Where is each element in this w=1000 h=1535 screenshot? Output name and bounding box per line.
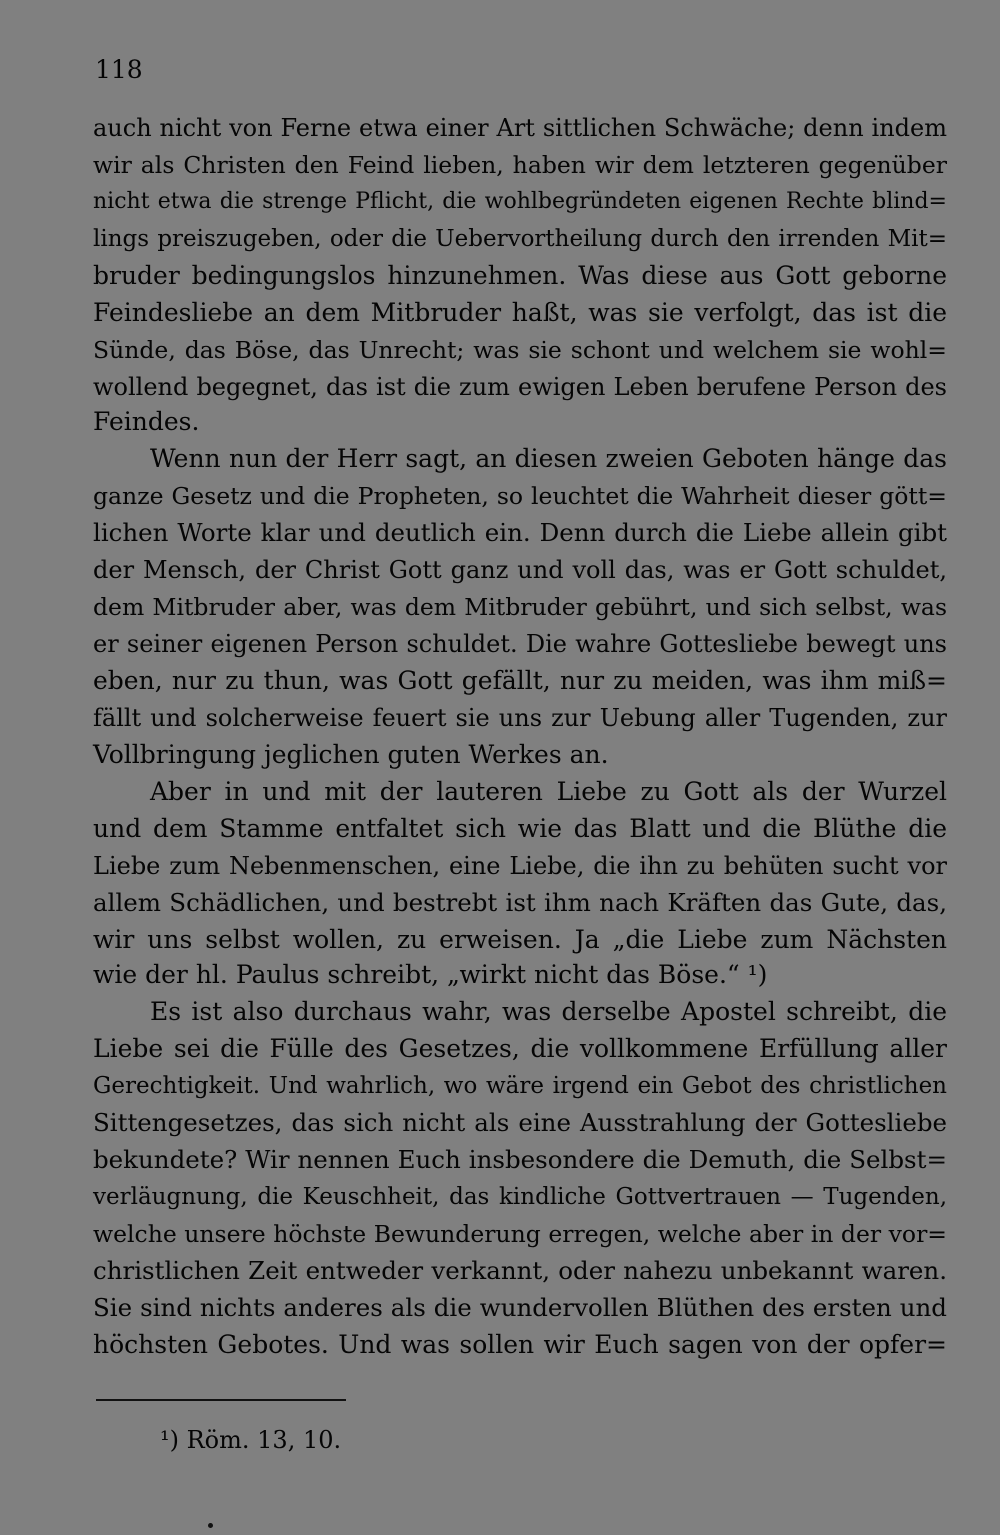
text-line: Sittengesetzes, das sich nicht als eine Ausstrahlung der Gottesliebe — [93, 1108, 947, 1137]
paragraph-first-line: Es ist also durchaus wahr, was derselbe Apostel schreibt, die — [150, 997, 947, 1026]
text-line: Sünde, das Böse, das Unrecht; was sie schont und welchem sie wohl= — [93, 336, 947, 364]
footnote: ¹) Röm. 13, 10. — [160, 1426, 342, 1454]
text-line: allem Schädlichen, und bestrebt ist ihm nach Kräften das Gute, das, — [93, 888, 947, 917]
text-line: lichen Worte klar und deutlich ein. Denn durch die Liebe allein gibt — [93, 518, 947, 547]
page-number: 118 — [95, 55, 143, 84]
text-line: dem Mitbruder aber, was dem Mitbruder gebührt, und sich selbst, was — [93, 593, 947, 621]
paragraph-first-line: Wenn nun der Herr sagt, an diesen zweien Geboten hänge das — [150, 444, 947, 473]
text-line: wie der hl. Paulus schreibt, „wirkt nicht das Böse.“ ¹) — [93, 960, 768, 989]
text-line: Gerechtigkeit. Und wahrlich, wo wäre irgend ein Gebot des christlichen — [93, 1073, 947, 1099]
text-line: wir uns selbst wollen, zu erweisen. Ja „die Liebe zum Nächsten — [93, 925, 947, 954]
text-line: wollend begegnet, das ist die zum ewigen Leben berufene Person des — [93, 373, 947, 401]
text-line: und dem Stamme entfaltet sich wie das Blatt und die Blüthe die — [93, 814, 947, 843]
paragraph-first-line: Aber in und mit der lauteren Liebe zu Gott als der Wurzel — [150, 777, 947, 806]
text-line: Feindes. — [93, 407, 200, 436]
text-line: auch nicht von Ferne etwa einer Art sittlichen Schwäche; denn indem — [93, 114, 947, 142]
text-line: Feindesliebe an dem Mitbruder haßt, was sie verfolgt, das ist die — [93, 298, 947, 327]
text-line: ganze Gesetz und die Propheten, so leuchtet die Wahrheit dieser gött= — [93, 482, 947, 510]
text-line: Liebe zum Nebenmenschen, eine Liebe, die ihn zu behüten sucht vor — [93, 852, 947, 880]
text-line: christlichen Zeit entweder verkannt, oder nahezu unbekannt waren. — [93, 1256, 947, 1285]
text-line: wir als Christen den Feind lieben, haben wir dem letzteren gegenüber — [93, 151, 947, 179]
text-line: verläugnung, die Keuschheit, das kindliche Gottvertrauen — Tugenden, — [93, 1184, 947, 1210]
scan-speck — [208, 1523, 213, 1528]
text-line: der Mensch, der Christ Gott ganz und voll das, was er Gott schuldet, — [93, 556, 947, 584]
text-line: fällt und solcherweise feuert sie uns zur Uebung aller Tugenden, zur — [93, 704, 947, 732]
text-line: welche unsere höchste Bewunderung erregen, welche aber in der vor= — [93, 1220, 947, 1248]
text-line: Vollbringung jeglichen guten Werkes an. — [93, 740, 609, 769]
text-line: nicht etwa die strenge Pflicht, die wohlbegründeten eigenen Rechte blind= — [93, 189, 947, 214]
text-line: Liebe sei die Fülle des Gesetzes, die vollkommene Erfüllung aller — [93, 1034, 947, 1063]
text-line: lings preiszugeben, oder die Uebervortheilung durch den irrenden Mit= — [93, 226, 947, 252]
text-line: bekundete? Wir nennen Euch insbesondere die Demuth, die Selbst= — [93, 1145, 947, 1174]
text-line: höchsten Gebotes. Und was sollen wir Euch sagen von der opfer= — [93, 1330, 947, 1359]
text-line: bruder bedingungslos hinzunehmen. Was diese aus Gott geborne — [93, 261, 947, 290]
text-line: eben, nur zu thun, was Gott gefällt, nur zu meiden, was ihm miß= — [93, 666, 947, 695]
text-line: er seiner eigenen Person schuldet. Die wahre Gottesliebe bewegt uns — [93, 630, 947, 658]
footnote-divider — [96, 1399, 346, 1401]
text-line: Sie sind nichts anderes als die wundervollen Blüthen des ersten und — [93, 1293, 947, 1322]
